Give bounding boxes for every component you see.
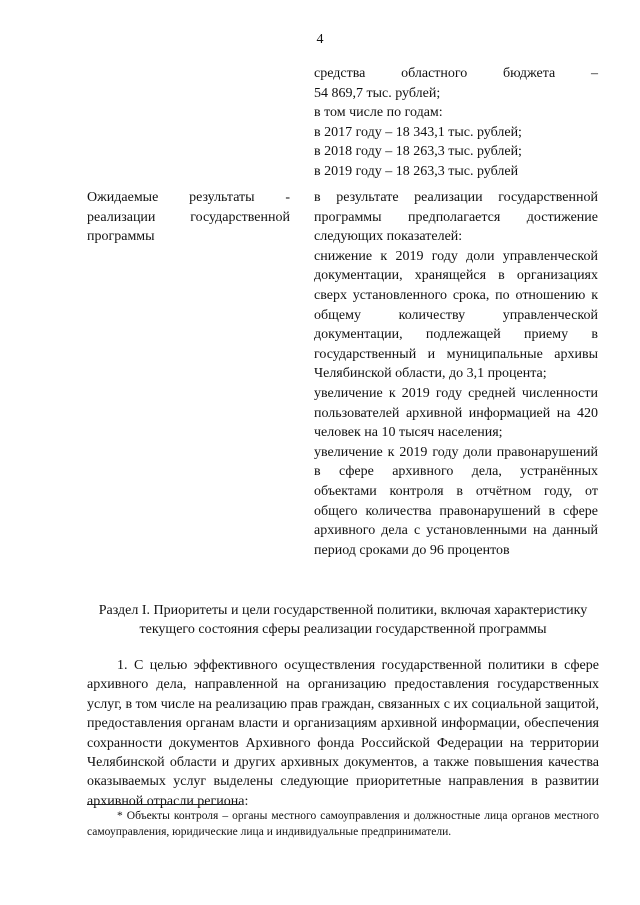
indicator-archive-users: увеличение к 2019 году средней численности пользователей архивной информацией на 420 человек на 10 тысяч населения;	[314, 385, 598, 441]
budget-line-2018: в 2018 году – 18 263,3 тыс. рублей;	[314, 144, 522, 160]
section-title: Раздел I. Приоритеты и цели государственной политики, включая характеристику текущего состояния сферы реализации государственной программы	[98, 603, 588, 637]
footnote: * Объекты контроля – органы местного самоуправления и должностные лица органов местного самоуправления, юридические лица и индивидуальные предприниматели.	[87, 810, 599, 838]
expected-results-intro: в результате реализации государственной программы предполагается достижение следующих показателей:	[314, 190, 598, 245]
expected-results-label: Ожидаемые результаты - реализации государственной программы	[87, 190, 290, 245]
budget-line-2017: в 2017 году – 18 343,1 тыс. рублей;	[314, 124, 522, 140]
page-number: 4	[316, 32, 324, 47]
budget-line-2019: в 2019 году – 18 263,3 тыс. рублей	[314, 163, 519, 179]
footnote-divider	[87, 804, 239, 805]
expected-results-block	[314, 188, 598, 560]
section-paragraph-1: 1. С целью эффективного осуществления государственной политики в сфере архивного дела, направленной на организацию предоставления государственных услуг, в том числе на реализацию прав граждан, связанных с их социальной защитой, предоставления органам власти и организациям архивной информации, обеспечения сохранности документов Архивного фонда Российской Федерации на территории Челябинской области и других архивных документов, а также повышения качества оказываемых услуг выделены следующие приоритетные направления в развитии архивной отрасли региона:	[87, 658, 599, 809]
budget-line-total: 54 869,7 тыс. рублей;	[314, 85, 441, 101]
budget-block	[314, 64, 598, 182]
indicator-violations: увеличение к 2019 году доли правонарушений в сфере архивного дела, устранённых объектами контроля в отчётном году, от общего количества правонарушений в сфере архивного дела с установленными на данный период сроками до 96 процентов	[314, 444, 598, 558]
budget-line-source: средства областного бюджета –	[314, 66, 598, 81]
indicator-management-docs: снижение к 2019 году доли управленческой документации, хранящейся в организациях сверх установленного срока, по отношению к общему количеству управленческой документации, подлежащей приему в государственный и муниципальные архивы Челябинской области, до 3,1 процента;	[314, 248, 598, 382]
budget-line-by-years: в том числе по годам:	[314, 105, 443, 121]
